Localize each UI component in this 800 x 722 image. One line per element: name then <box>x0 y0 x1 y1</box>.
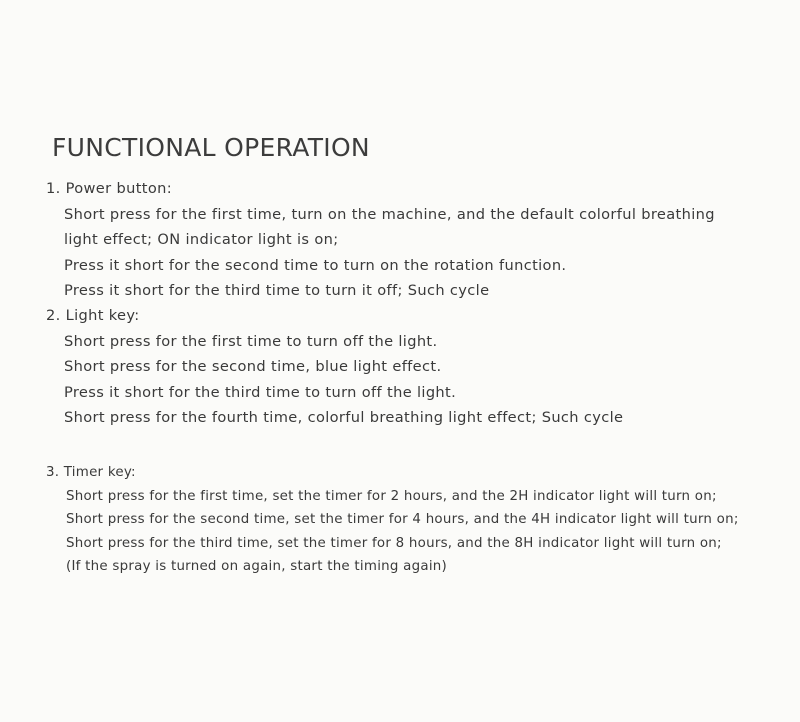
instruction-line: Press it short for the second time to turn on the rotation function. <box>64 256 567 274</box>
instruction-line: Short press for the fourth time, colorful breathing light effect; Such cycle <box>64 409 624 426</box>
section-heading: 3. Timer key: <box>46 465 136 480</box>
page-title: FUNCTIONAL OPERATION <box>52 132 370 162</box>
instruction-line: Short press for the second time, set the timer for 4 hours, and the 4H indicator light will turn on; <box>66 512 739 527</box>
section-body <box>46 202 715 304</box>
instruction-line: Press it short for the third time to turn off the light. <box>64 383 457 401</box>
section-heading: 2. Light key: <box>46 307 140 324</box>
instruction-line: Short press for the first time, turn on the machine, and the default colorful breathing <box>64 205 715 223</box>
instruction-line: light effect; ON indicator light is on; <box>64 231 339 248</box>
section-power-button <box>46 176 715 304</box>
instruction-line: Press it short for the third time to turn it off; Such cycle <box>64 282 490 299</box>
section-body <box>46 329 623 431</box>
section-timer-key <box>46 461 739 579</box>
section-heading: 1. Power button: <box>46 180 172 197</box>
instruction-line: Short press for the third time, set the timer for 8 hours, and the 8H indicator light will turn on; <box>66 535 722 551</box>
section-body <box>46 485 739 579</box>
instruction-line: Short press for the first time, set the timer for 2 hours, and the 2H indicator light will turn on; <box>66 488 717 504</box>
section-light-key <box>46 303 623 431</box>
instruction-line: Short press for the first time to turn off the light. <box>64 332 438 350</box>
instruction-line: Short press for the second time, blue light effect. <box>64 358 442 375</box>
instruction-line: (If the spray is turned on again, start the timing again) <box>66 559 448 574</box>
